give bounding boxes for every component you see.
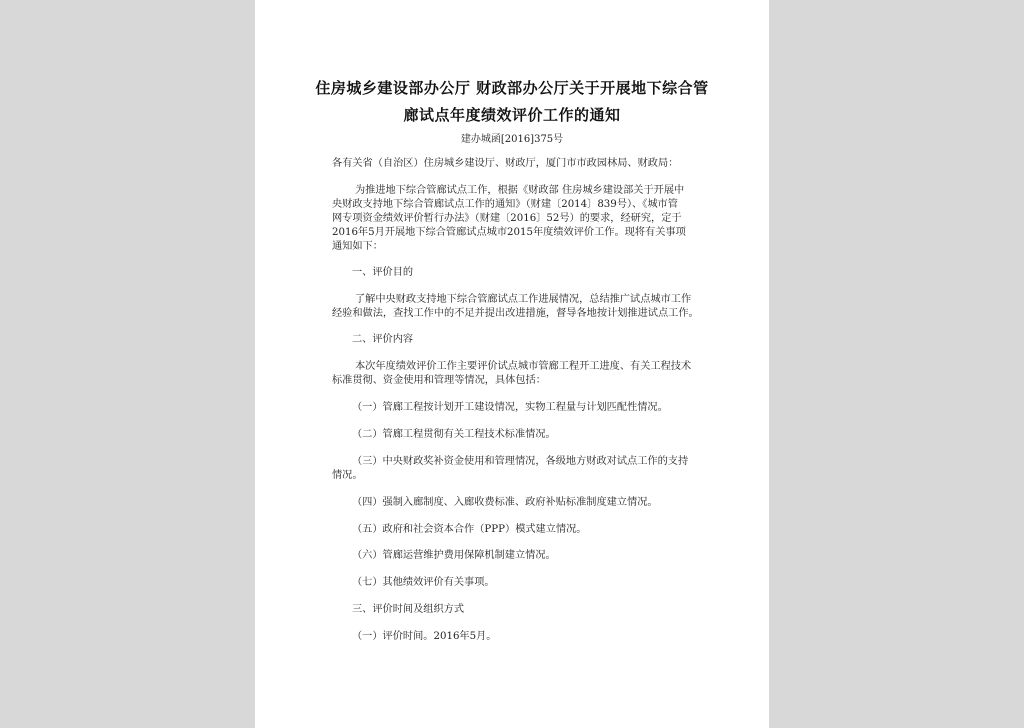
section2-body-line: 标准贯彻、资金使用和管理等情况，具体包括： bbox=[332, 375, 546, 386]
intro-line: 为推进地下综合管廊试点工作，根据《财政部 住房城乡建设部关于开展中 bbox=[355, 185, 685, 196]
list-item: （一）评价时间。2016年5月。 bbox=[352, 631, 497, 642]
section3-heading: 三、评价时间及组织方式 bbox=[352, 604, 465, 615]
intro-line: 2016年5月开展地下综合管廊试点城市2015年度绩效评价工作。现将有关事项 bbox=[332, 227, 686, 238]
section2-body-line: 本次年度绩效评价工作主要评价试点城市管廊工程开工进度、有关工程技术 bbox=[355, 361, 692, 372]
document-title-line1: 住房城乡建设部办公厅 财政部办公厅关于开展地下综合管 bbox=[315, 79, 709, 97]
list-item-continuation: 情况。 bbox=[332, 470, 363, 481]
addressee: 各有关省（自治区）住房城乡建设厅、财政厅，厦门市市政园林局、财政局： bbox=[332, 158, 679, 169]
section1-body-line: 经验和做法，查找工作中的不足并提出改进措施，督导各地按计划推进试点工作。 bbox=[332, 308, 699, 319]
list-item: （五）政府和社会资本合作（PPP）模式建立情况。 bbox=[352, 524, 587, 535]
list-item: （四）强制入廊制度、入廊收费标准、政府补贴标准制度建立情况。 bbox=[352, 497, 658, 508]
list-item: （三）中央财政奖补资金使用和管理情况，各级地方财政对试点工作的支持 bbox=[352, 456, 689, 467]
list-item: （一）管廊工程按计划开工建设情况，实物工程量与计划匹配性情况。 bbox=[352, 402, 668, 413]
section2-heading: 二、评价内容 bbox=[352, 334, 414, 345]
document-page bbox=[255, 0, 769, 728]
section1-body-line: 了解中央财政支持地下综合管廊试点工作进展情况，总结推广试点城市工作 bbox=[355, 294, 692, 305]
list-item: （二）管廊工程贯彻有关工程技术标准情况。 bbox=[352, 429, 556, 440]
intro-line: 央财政支持地下综合管廊试点工作的通知》（财建〔2014〕839号）、《城市管 bbox=[332, 199, 678, 210]
list-item: （七）其他绩效评价有关事项。 bbox=[352, 577, 495, 588]
section1-heading: 一、评价目的 bbox=[352, 267, 414, 278]
intro-line: 网专项资金绩效评价暂行办法》（财建〔2016〕52号）的要求，经研究，定于 bbox=[332, 213, 682, 224]
document-title-line2: 廊试点年度绩效评价工作的通知 bbox=[403, 106, 621, 124]
list-item: （六）管廊运营维护费用保障机制建立情况。 bbox=[352, 550, 556, 561]
intro-line: 通知如下： bbox=[332, 241, 383, 252]
document-number: 建办城函[2016]375号 bbox=[460, 134, 564, 145]
